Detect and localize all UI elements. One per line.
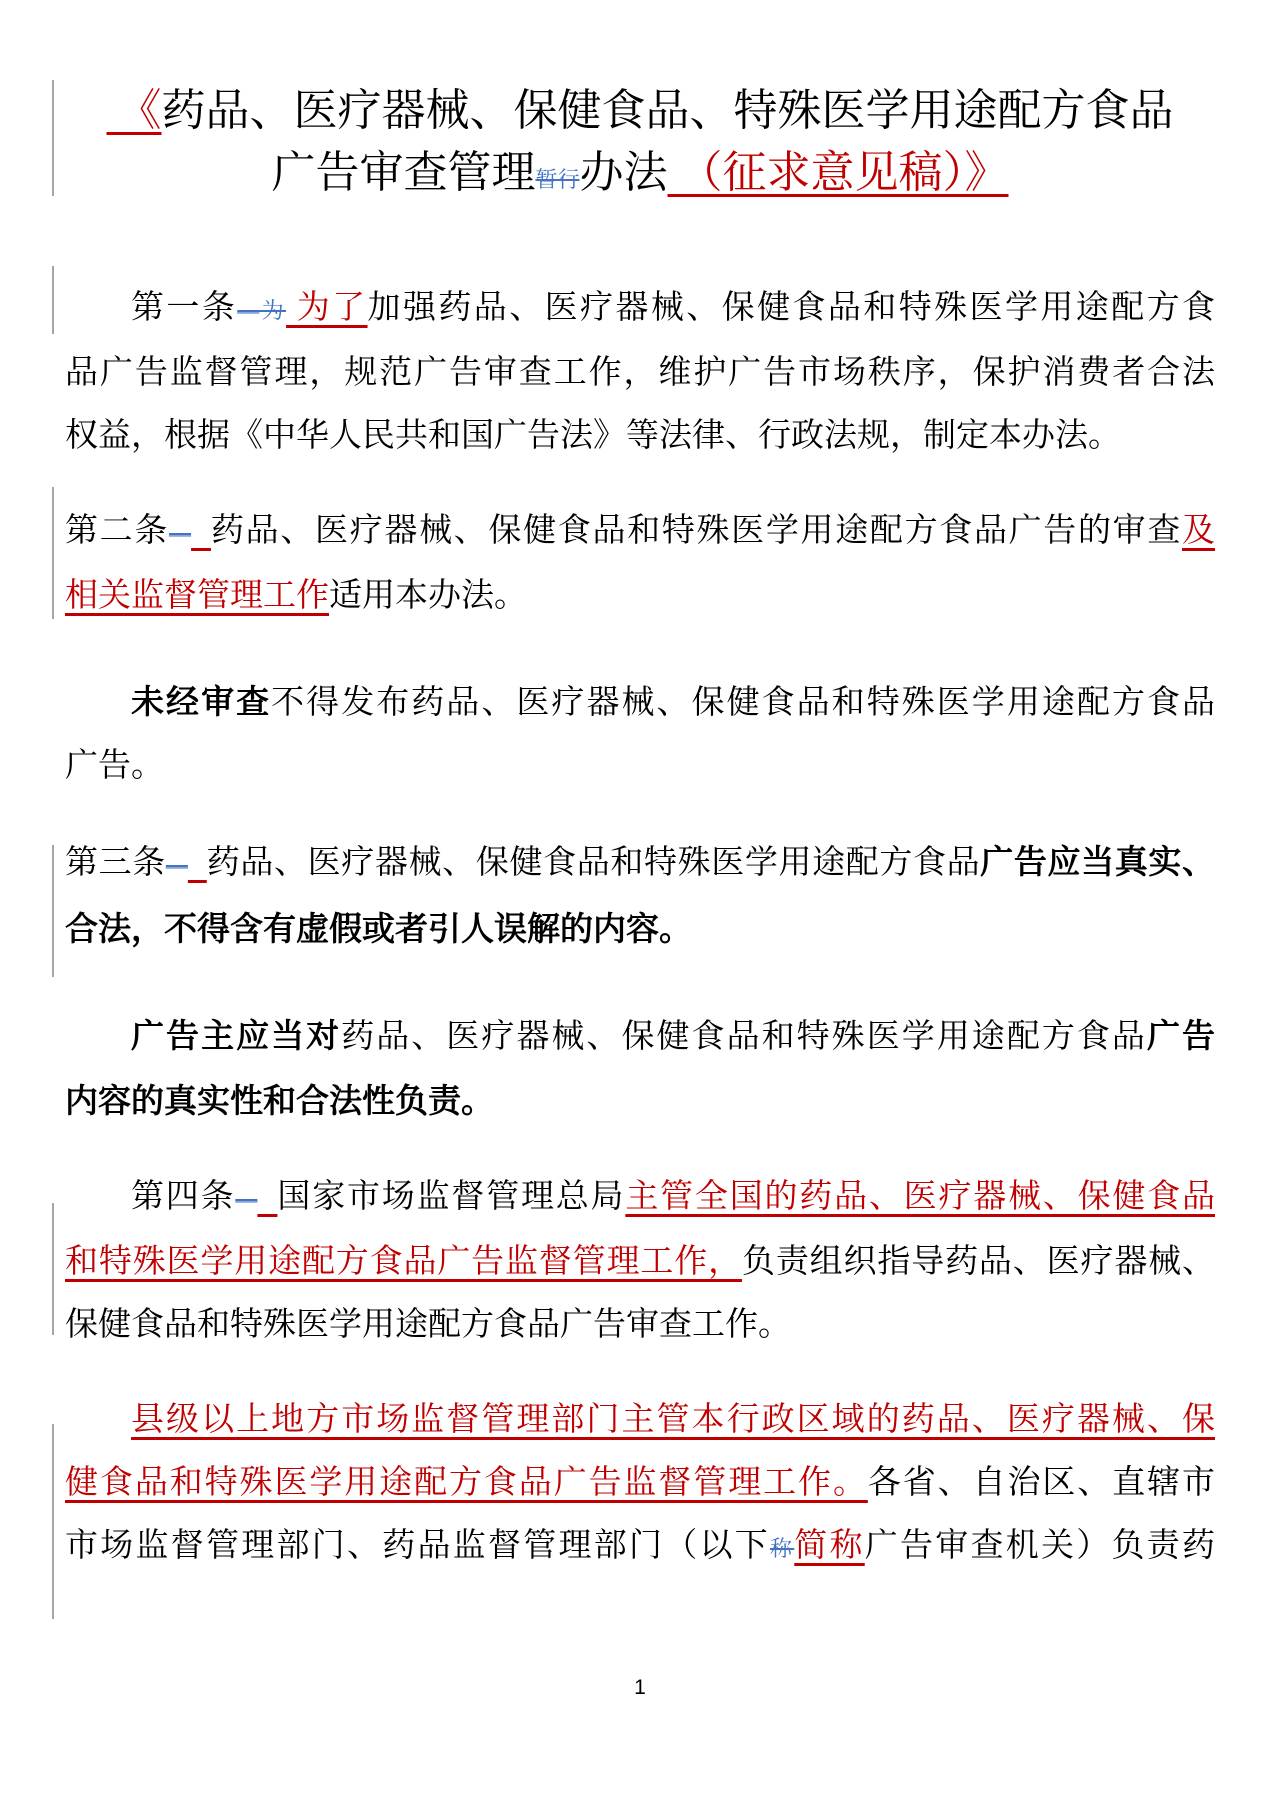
deleted-text-run: — [235,1187,258,1212]
deleted-text-run: — [169,521,192,546]
inserted-space-mark [191,513,211,549]
inserted-text-run: 简称 [794,1528,865,1564]
body-text-run: 药品、医疗器械、保健食品和特殊医学用途配方食品 [341,1019,1147,1055]
title-text-run: 办法 [579,148,668,197]
inserted-text-run: 主管全国的药品、医疗器械、保健食品 [625,1179,1216,1215]
page-number: 1 [634,1676,646,1699]
text-line [65,897,1215,962]
text-line [65,1166,1215,1231]
body-text-run: 适用本办法。 [329,578,527,614]
paragraph-article-1 [65,277,1215,468]
body-text-run: 各省、自治区、直辖市 [867,1465,1215,1501]
bold-text-run: 内容的真实性和合法性负责。 [65,1082,494,1119]
inserted-text-run: 相关监督管理工作 [65,578,329,614]
body-text-run: 国家市场监督管理总局 [277,1179,626,1215]
body-text-run: 第三条 [65,845,166,881]
bold-text-run: 合法，不得含有虚假或者引人误解的内容。 [65,910,692,947]
deleted-text-run: 暂行 [535,167,580,192]
inserted-text-run: （征求意见稿）》 [667,148,1009,197]
body-text-run: 广告。 [65,748,164,784]
text-line [65,1515,1215,1580]
body-text-run: 不得发布药品、医疗器械、保健食品和特殊医学用途配方食品 [271,685,1216,721]
title-text-run: 药品、医疗器械、保健食品、特殊医学用途配方食品 [161,86,1174,135]
revision-change-bar [52,266,54,334]
text-line [65,1294,1215,1357]
bold-text-run: 广告主应当对 [131,1017,342,1054]
inserted-space-mark [257,1179,277,1215]
bold-text-run: 未经审查 [131,683,272,720]
paragraph-no-review [65,670,1215,798]
body-text-run: 品广告监督管理，规范广告审查工作，维护广告市场秩序，保护消费者合法 [65,355,1215,391]
deleted-text-run: —为 [237,298,287,323]
revision-change-bar [52,845,54,977]
title-line [65,80,1215,142]
paragraph-article-4 [65,1166,1215,1357]
title-line [65,142,1215,211]
text-line [65,1452,1215,1515]
deleted-text-run: 称 [770,1536,795,1561]
paragraph-article-3 [65,830,1215,962]
text-line [65,1231,1215,1294]
inserted-text-run: 为了 [286,290,368,326]
text-line [65,735,1215,798]
body-text-run: 药品、医疗器械、保健食品和特殊医学用途配方食品 [206,845,981,881]
paragraph-article-2 [65,500,1215,628]
body-text-run: 保健食品和特殊医学用途配方食品广告审查工作。 [65,1307,791,1343]
body-text-run: 第二条 [65,513,170,549]
body-text-run: 第四条 [131,1179,236,1215]
inserted-text-run: 县级以上地方市场监督管理部门主管本行政区域的药品、医疗器械、保 [131,1402,1215,1438]
inserted-text-run: 《 [106,86,162,135]
paragraph-local-authorities [65,1389,1215,1580]
text-line [65,342,1215,405]
bold-text-run: 广告应当真实、 [980,843,1216,880]
revision-change-bar [52,1424,54,1619]
revision-change-bar [52,80,54,196]
text-line [65,565,1215,628]
inserted-text-run: 健食品和特殊医学用途配方食品广告监督管理工作。 [65,1465,868,1501]
text-line [65,1389,1215,1452]
revision-change-bar [52,487,54,619]
body-text-run: 广告审查机关）负责药 [864,1528,1215,1564]
text-line [65,670,1215,735]
body-text-run: 加强药品、医疗器械、保健食品和特殊医学用途配方食 [367,290,1215,326]
document-body [65,0,1215,1612]
inserted-text-run: 和特殊医学用途配方食品广告监督管理工作， [65,1244,742,1280]
text-line [65,1004,1215,1069]
text-line [65,277,1215,342]
paragraph-advertiser-responsibility [65,1004,1215,1134]
bold-text-run: 广告 [1146,1017,1216,1054]
body-text-run: 负责组织指导药品、医疗器械、 [741,1244,1216,1280]
body-text-run: 权益，根据《中华人民共和国广告法》等法律、行政法规，制定本办法。 [65,418,1121,454]
body-text-run: 药品、医疗器械、保健食品和特殊医学用途配方食品广告的审查 [210,513,1183,549]
document-title [65,80,1215,211]
inserted-text-run: 及 [1182,513,1216,549]
inserted-space-mark [188,845,207,881]
revision-change-bar [52,1203,54,1335]
body-text-run: 第一条 [131,290,238,326]
text-line [65,500,1215,565]
text-line [65,1069,1215,1134]
deleted-text-run: — [165,853,188,878]
title-text-run: 广告审查管理 [271,148,536,197]
text-line [65,405,1215,468]
body-text-run: 市场监督管理部门、药品监督管理部门（以下 [65,1528,770,1564]
text-line [65,830,1215,897]
